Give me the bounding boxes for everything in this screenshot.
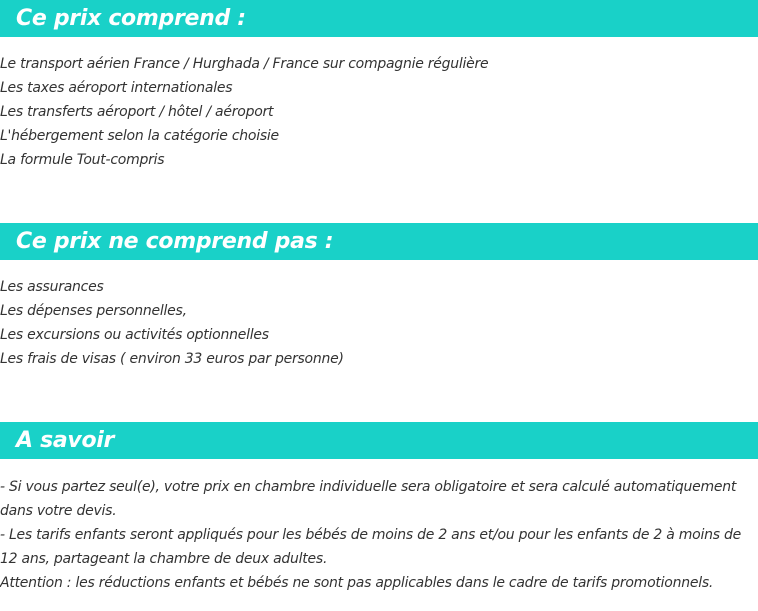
section-title-included: Ce prix comprend : <box>16 6 246 31</box>
note-paragraph: - Si vous partez seul(e), votre prix en chambre individuelle sera obligatoire et sera calculé automatiquement dans votre devis. <box>0 479 737 519</box>
list-item: Les taxes aéroport internationales <box>0 80 233 96</box>
included-list <box>0 52 758 172</box>
section-header-good-to-know <box>0 422 758 459</box>
not-included-list <box>0 275 758 371</box>
section-title-good-to-know: A savoir <box>16 428 115 453</box>
section-header-included <box>0 0 758 37</box>
good-to-know-notes <box>0 475 758 595</box>
list-item: Les transferts aéroport / hôtel / aéroport <box>0 104 274 120</box>
list-item: Les assurances <box>0 279 104 295</box>
list-item: Les frais de visas ( environ 33 euros par personne) <box>0 351 344 367</box>
list-item: L'hébergement selon la catégorie choisie <box>0 128 279 144</box>
note-paragraph: - Les tarifs enfants seront appliqués pour les bébés de moins de 2 ans et/ou pour les enfants de 2 à moins de 12 ans, partageant la chambre de deux adultes. <box>0 527 742 567</box>
list-item: Les dépenses personnelles, <box>0 303 187 319</box>
list-item: Le transport aérien France / Hurghada / France sur compagnie régulière <box>0 56 489 72</box>
section-header-not-included <box>0 223 758 260</box>
list-item: Les excursions ou activités optionnelles <box>0 327 269 343</box>
section-title-not-included: Ce prix ne comprend pas : <box>16 229 334 254</box>
list-item: La formule Tout-compris <box>0 152 165 168</box>
note-paragraph: Attention : les réductions enfants et bébés ne sont pas applicables dans le cadre de tarifs promotionnels. <box>0 575 714 591</box>
